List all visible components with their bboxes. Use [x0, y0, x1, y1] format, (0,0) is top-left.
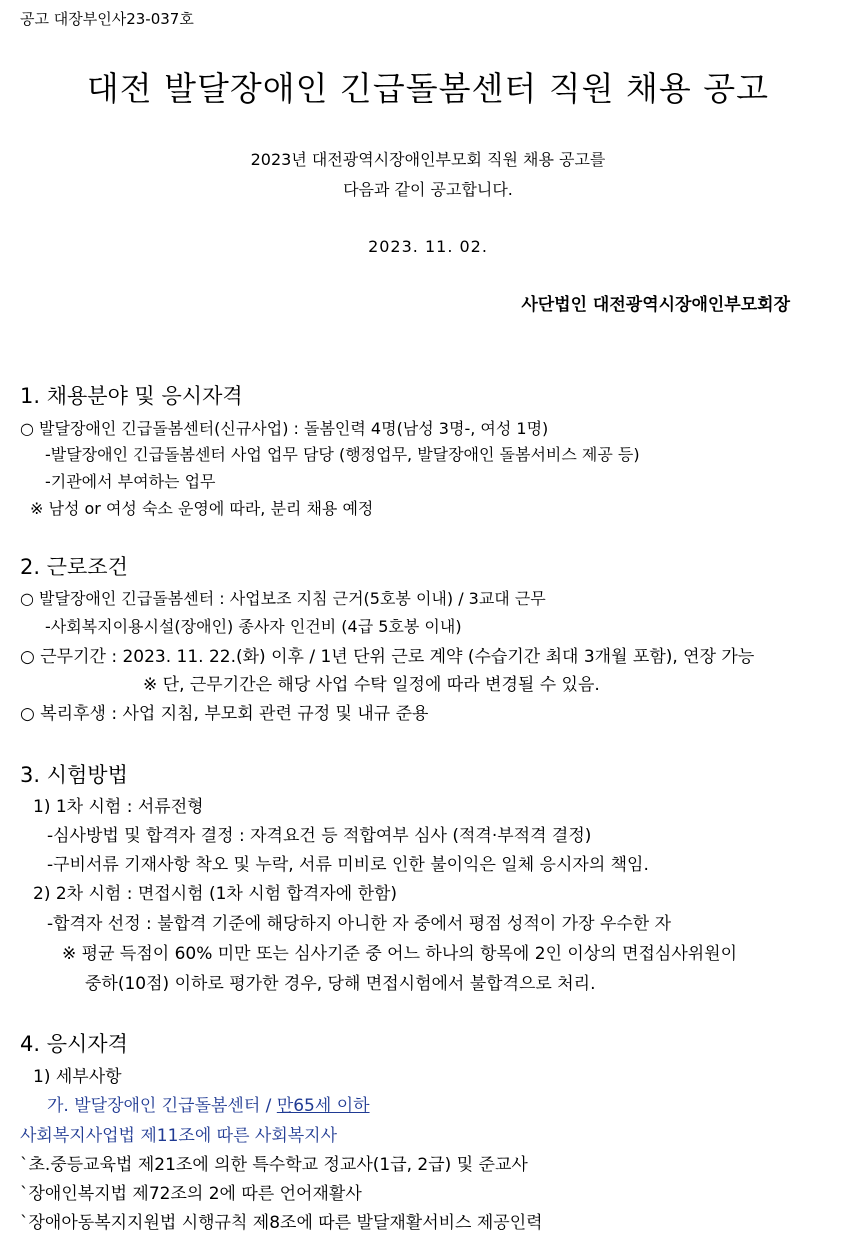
reference-number: 공고 대장부인사23-037호 [20, 10, 194, 28]
section-3-heading: 3. 시험방법 [20, 763, 128, 787]
s1-note: ※ 남성 or 여성 숙소 운영에 따라, 분리 채용 예정 [30, 499, 374, 518]
s2-line: ○ 복리후생 : 사업 지침, 부모회 관련 규정 및 내규 준용 [20, 704, 429, 724]
s4-item-label: 가. 발달장애인 긴급돌봄센터 / [47, 1096, 277, 1116]
intro-line-2: 다음과 같이 공고합니다. [343, 180, 513, 199]
s1-line: -발달장애인 긴급돌봄센터 사업 업무 담당 (행정업무, 발달장애인 돌봄서비스 제공 등) [45, 445, 640, 464]
s2-line: ○ 발달장애인 긴급돌봄센터 : 사업보조 지침 근거(5호봉 이내) / 3교대 근무 [20, 589, 546, 608]
qualification-line: 사회복지사업법 제11조에 따른 사회복지사 [20, 1126, 338, 1146]
s1-line: ○ 발달장애인 긴급돌봄센터(신규사업) : 돌봄인력 4명(남성 3명-, 여성 1명) [20, 419, 549, 438]
s3-line: 1) 1차 시험 : 서류전형 [33, 797, 204, 817]
s3-note: 중하(10점) 이하로 평가한 경우, 당해 면접시험에서 불합격으로 처리. [85, 974, 596, 994]
section-1-heading: 1. 채용분야 및 응시자격 [20, 384, 243, 408]
s3-line: -구비서류 기재사항 착오 및 누락, 서류 미비로 인한 불이익은 일체 응시자의 책임. [47, 855, 649, 875]
s4-item-age: 만65세 이하 [276, 1096, 370, 1116]
s3-line: -합격자 선정 : 불합격 기준에 해당하지 아니한 자 중에서 평점 성적이 가장 우수한 자 [47, 914, 672, 934]
s4-item [47, 1098, 370, 1115]
s3-line: -심사방법 및 합격자 결정 : 자격요건 등 적합여부 심사 (적격·부적격 결정) [47, 826, 592, 846]
section-2-heading: 2. 근로조건 [20, 555, 128, 579]
section-4-heading: 4. 응시자격 [20, 1032, 128, 1056]
s2-note: ※ 단, 근무기간은 해당 사업 수탁 일정에 따라 변경될 수 있음. [143, 675, 600, 695]
qualification-line: `장애아동복지지원법 시행규칙 제8조에 따른 발달재활서비스 제공인력 [20, 1213, 543, 1233]
s2-line: -사회복지이용시설(장애인) 종사자 인건비 (4급 5호봉 이내) [45, 617, 462, 636]
announcement-date: 2023. 11. 02. [368, 237, 488, 256]
s3-note: ※ 평균 득점이 60% 미만 또는 심사기준 중 어느 하나의 항목에 2인 이상의 면접심사위원이 [62, 944, 738, 964]
intro-line-1: 2023년 대전광역시장애인부모회 직원 채용 공고를 [250, 150, 606, 169]
organization-name: 사단법인 대전광역시장애인부모회장 [521, 295, 790, 315]
document-title: 대전 발달장애인 긴급돌봄센터 직원 채용 공고 [86, 69, 770, 108]
s4-subheading: 1) 세부사항 [33, 1067, 122, 1087]
qualification-line: `초.중등교육법 제21조에 의한 특수학교 정교사(1급, 2급) 및 준교사 [20, 1155, 528, 1175]
qualification-line: `장애인복지법 제72조의 2에 따른 언어재활사 [20, 1184, 362, 1204]
s3-line: 2) 2차 시험 : 면접시험 (1차 시험 합격자에 한함) [33, 884, 398, 904]
s2-line: ○ 근무기간 : 2023. 11. 22.(화) 이후 / 1년 단위 근로 계약 (수습기간 최대 3개월 포함), 연장 가능 [20, 647, 755, 667]
s1-line: -기관에서 부여하는 업무 [45, 472, 216, 491]
